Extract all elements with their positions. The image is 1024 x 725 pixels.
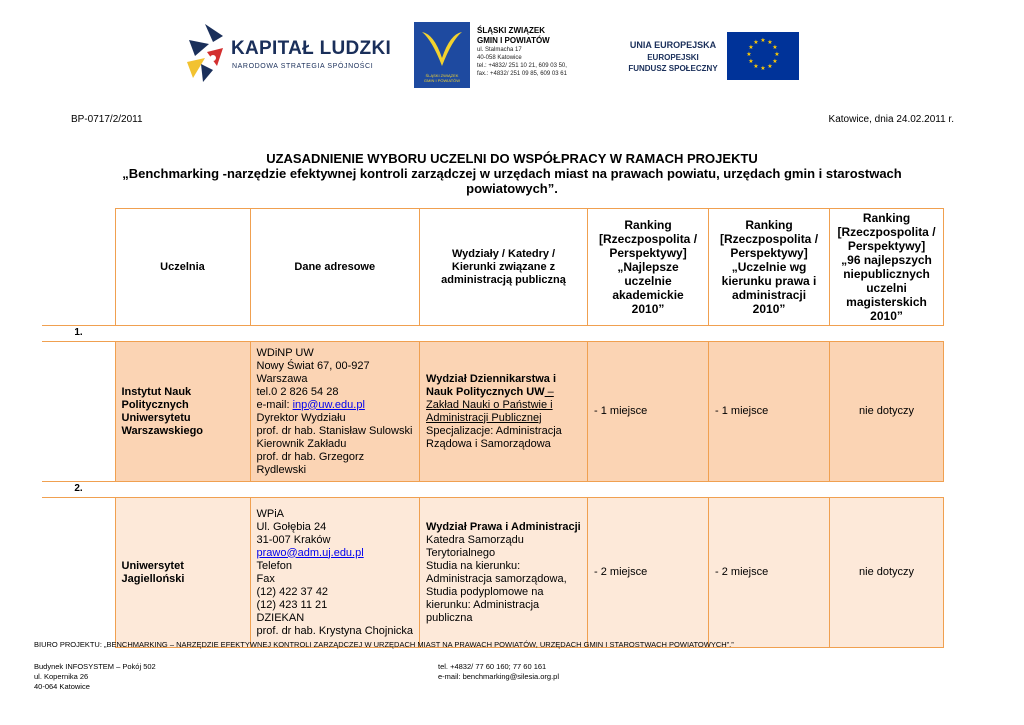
ranking-1-row-1: - 1 miejsce xyxy=(588,342,709,482)
adres-2: WPiA Ul. Gołębia 24 31-007 Kraków prawo@adm.uj.edu.pl Telefon Fax (12) 422 37 42 (12) 423 11 21 DZIEKAN prof. dr hab. Krystyna Chojnicka xyxy=(250,498,420,648)
document-date: Katowice, dnia 24.02.2011 r. xyxy=(828,114,954,125)
ranking-3-row-2: nie dotyczy xyxy=(830,498,944,648)
zwiazek-emblem-icon xyxy=(414,22,470,72)
email-link-1[interactable]: inp@uw.edu.pl xyxy=(292,398,365,411)
svg-text:★: ★ xyxy=(746,51,752,58)
table-row xyxy=(42,498,944,648)
page-title-line2: „Benchmarking -narzędzie efektywnej kontroli zarządczej w urzędach miast na prawach powiatu, urzędach gmin i starostwach xyxy=(122,166,902,181)
ranking-2-row-2: - 2 miejsce xyxy=(709,498,830,648)
zwiazek-phone: tel.: +4832/ 251 10 21, 609 03 50, xyxy=(477,63,567,69)
kapital-ludzki-subtitle: NARODOWA STRATEGIA SPÓJNOŚCI xyxy=(232,63,374,70)
ue-line2: EUROPEJSKI xyxy=(647,53,699,62)
wydzial-2: Wydział Prawa i Administracji Katedra Samorządu Terytorialnego Studia na kierunku: Administracja samorządowa, Studia podyplomowe na kierunku: Administracja publiczna xyxy=(420,498,588,648)
footer-tel: tel. +4832/ 77 60 160; 77 60 161 xyxy=(438,662,547,671)
table-header-row xyxy=(42,209,944,326)
header-ranking-3: Ranking [Rzeczpospolita / Perspektywy] „96 najlepszych niepublicznych uczelni magisterskich 2010” xyxy=(830,209,944,326)
zwiazek-emblem xyxy=(414,22,470,88)
page-title-line3: powiatowych”. xyxy=(466,181,558,196)
table-row-number xyxy=(42,482,944,498)
ranking-1-row-2: - 2 miejsce xyxy=(588,498,709,648)
kapital-ludzki-emblem-icon xyxy=(183,22,229,84)
ranking-3-row-1: nie dotyczy xyxy=(830,342,944,482)
page-title: UZASADNIENIE WYBORU UCZELNI DO WSPÓŁPRACY W RAMACH PROJEKTU xyxy=(266,151,758,166)
document-reference: BP-0717/2/2011 xyxy=(71,114,143,125)
zwiazek-emblem-caption-1: ŚLĄSKI ZWIĄZEK xyxy=(425,73,459,78)
uczelnia-1: Instytut Nauk Politycznych Uniwersytetu Warszawskiego xyxy=(115,342,250,482)
wydzial-1: Wydział Dziennikarstwa i Nauk Politycznych UW – Zakład Nauki o Państwie i Administracji Publicznej Specjalizacje: Administracja Rządowa i Samorządowa xyxy=(420,342,588,482)
footer-email: e-mail: benchmarking@silesia.org.pl xyxy=(438,672,559,681)
svg-text:★: ★ xyxy=(760,65,766,72)
ranking-2-row-1: - 1 miejsce xyxy=(709,342,830,482)
zwiazek-logo xyxy=(414,22,594,90)
row-number-2: 2. xyxy=(42,482,115,498)
footer-biuro: BIURO PROJEKTU: „BENCHMARKING – NARZĘDZIE EFEKTYWNEJ KONTROLI ZARZĄDCZEJ W URZĘDACH MIAST NA PRAWACH POWIATÓW, URZĘDACH GMIN I STAROSTWACH POWIATOWYCH”.” xyxy=(34,640,734,649)
universities-table xyxy=(42,208,944,648)
svg-text:★: ★ xyxy=(753,39,759,46)
ue-line1: UNIA EUROPEJSKA xyxy=(629,40,717,50)
header-ranking-1: Ranking [Rzeczpospolita / Perspektywy] „Najlepsze uczelnie akademickie 2010” xyxy=(588,209,709,326)
svg-text:★: ★ xyxy=(760,37,766,44)
eu-flag-icon xyxy=(727,32,799,80)
row-number-1: 1. xyxy=(42,326,115,342)
footer-address1: Budynek INFOSYSTEM – Pokój 502 xyxy=(34,662,156,671)
table-row xyxy=(42,342,944,482)
svg-text:★: ★ xyxy=(748,44,754,51)
zwiazek-address1: ul. Stalmacha 17 xyxy=(477,47,522,53)
ue-logo xyxy=(624,32,799,82)
svg-text:★: ★ xyxy=(774,51,780,58)
zwiazek-emblem-caption-2: GMIN I POWIATÓW xyxy=(423,78,461,83)
table-row-number xyxy=(42,326,944,342)
adres-1: WDiNP UW Nowy Świat 67, 00-927 Warszawa tel.0 2 826 54 28 e-mail: inp@uw.edu.pl Dyrektor Wydziału prof. dr hab. Stanisław Sulowski Kierownik Zakładu prof. dr hab. Grzegorz Rydlewski xyxy=(250,342,420,482)
zwiazek-name-line2: GMIN I POWIATÓW xyxy=(477,36,550,45)
header-dane-adresowe: Dane adresowe xyxy=(250,209,420,326)
svg-text:★: ★ xyxy=(753,63,759,70)
uczelnia-2: Uniwersytet Jagielloński xyxy=(115,498,250,648)
zwiazek-name-line1: ŚLĄSKI ZWIĄZEK xyxy=(477,26,545,35)
svg-text:★: ★ xyxy=(772,58,778,65)
header-uczelnia: Uczelnia xyxy=(115,209,250,326)
kapital-ludzki-logo xyxy=(183,22,392,86)
svg-text:★: ★ xyxy=(748,58,754,65)
zwiazek-fax: fax.: +4832/ 251 09 85, 609 03 61 xyxy=(477,71,567,77)
kapital-ludzki-title: KAPITAŁ LUDZKI xyxy=(231,38,392,59)
svg-text:★: ★ xyxy=(772,44,778,51)
ue-line3: FUNDUSZ SPOŁECZNY xyxy=(628,64,718,73)
zwiazek-address2: 40-058 Katowice xyxy=(477,55,522,61)
svg-text:★: ★ xyxy=(767,63,773,70)
svg-text:★: ★ xyxy=(767,39,773,46)
email-link-2[interactable]: prawo@adm.uj.edu.pl xyxy=(256,546,364,559)
footer-address3: 40-064 Katowice xyxy=(34,682,90,691)
footer-address2: ul. Kopernika 26 xyxy=(34,672,89,681)
header-wydzialy: Wydziały / Katedry / Kierunki związane z administracją publiczną xyxy=(420,209,588,326)
header-ranking-2: Ranking [Rzeczpospolita / Perspektywy] „Uczelnie wg kierunku prawa i administracji 2010” xyxy=(709,209,830,326)
